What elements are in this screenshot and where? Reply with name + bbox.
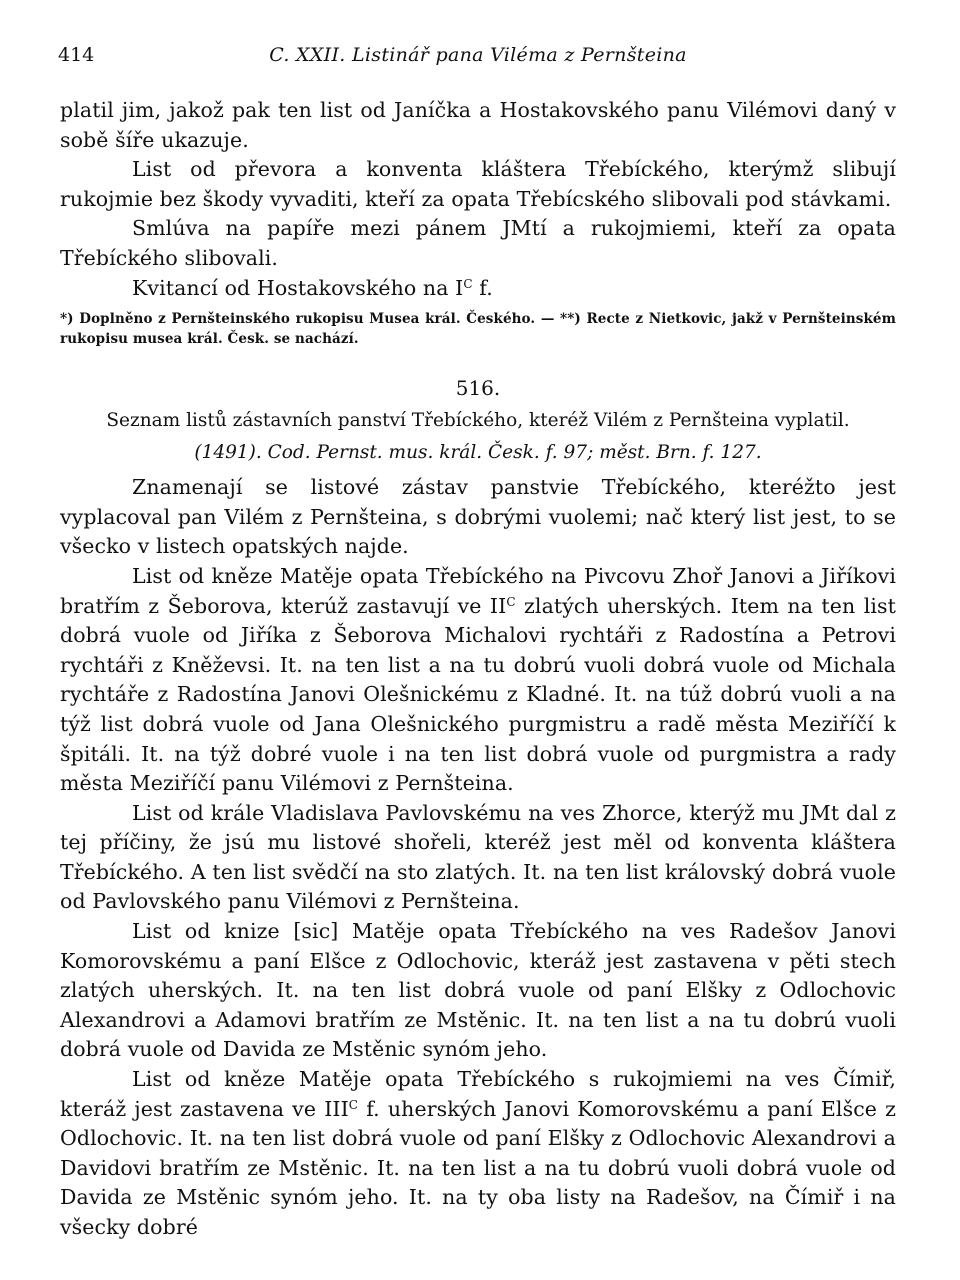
text-run: Kvitancí od Hostakovského na I bbox=[132, 275, 464, 300]
paragraph bbox=[60, 562, 896, 799]
paragraph bbox=[60, 1065, 896, 1243]
page-header bbox=[60, 44, 896, 74]
paragraph bbox=[60, 274, 896, 304]
document-source: (1491). Cod. Pernst. mus. král. Česk. f. 97; měst. Brn. f. 127. bbox=[194, 442, 762, 464]
document-text bbox=[60, 473, 896, 1242]
paragraph: Znamenají se listové zástav panstvie Třebíckého, kteréžto jest vyplacoval pan Vilém z Pernšteina, s dobrými vuolemi; nač který list jest, to se všecko v listech opatských najde. bbox=[60, 475, 896, 559]
document-title: Seznam listů zástavních panství Třebíckého, kteréž Vilém z Pernšteina vyplatil. bbox=[106, 410, 850, 432]
text-run: zlatých uherských. Item na ten list dobrá vuole od Jiříka z Šeborova Michalovi rychtáři z Radostína a Petrovi rychtáři z Kněževsi. It. na ten list a na tu dobrú vuoli dobrá vuole od Michala rychtáře z Radostína Janovi Olešnickému z Kladné. It. na túž dobrú vuoli a na týž list dobrá vuole od Jana Olešnického purgmistru a radě města Meziříčí k špitáli. It. na týž dobré vuole i na ten list dobrá vuole od purgmistra a rady města Meziříčí panu Vilémovi z Pernšteina. bbox=[60, 593, 896, 796]
document-number: 516. bbox=[455, 376, 501, 401]
paragraph: Smlúva na papíře mezi pánem JMtí a rukojmiemi, kteří za opata Třebíckého slibovali. bbox=[60, 216, 896, 270]
paragraph: List od krále Vladislava Pavlovskému na ves Zhorce, kterýž mu JMt dal z tej příčiny, že jsú mu listové shořeli, kteréž jest měl od konventa kláštera Třebíckého. A ten list svědčí na sto zlatých. It. na ten list královský dobrá vuole od Pavlovského panu Vilémovi z Pernšteina. bbox=[60, 800, 896, 914]
paragraph: platil jim, jakož pak ten list od Janíčka a Hostakovského panu Vilémovi daný v sobě šíře ukazuje. bbox=[60, 98, 896, 152]
superscript: C bbox=[348, 1097, 359, 1112]
running-head: C. XXII. Listinář pana Viléma z Pernšteina bbox=[269, 44, 687, 66]
superscript: C bbox=[463, 276, 473, 291]
paragraph: List od převora a konventa kláštera Třebíckého, kterýmž slibují rukojmie bez škody vyvaditi, kteří za opata Třebícského slibovali pod stávkami. bbox=[60, 157, 896, 211]
text-run: f. bbox=[472, 275, 493, 300]
text-run: List od kněze Matěje opata Třebíckého s rukojmiemi na ves Čímiř, kteráž jest zastavena ve III bbox=[60, 1067, 896, 1121]
footnotes: *) Doplněno z Pernšteinského rukopisu Musea král. Českého. — **) Recte z Nietkovic, jakž v Pernšteinském rukopisu musea král. Česk. se nachází. bbox=[60, 311, 896, 348]
document-page bbox=[60, 44, 896, 1243]
paragraph: List od knize [sic] Matěje opata Třebíckého na ves Radešov Janovi Komorovskému a paní Elšce z Odlochovic, kteráž jest zastavena v pěti stech zlatých uherských. It. na ten list dobrá vuole od paní Elšky z Odlochovic Alexandrovi a Adamovi bratřím ze Mstěnic. It. na ten list a na tu dobrú vuoli dobrá vuole od Davida ze Mstěnic synóm jeho. bbox=[60, 919, 896, 1062]
text-run: f. uherských Janovi Komorovskému a paní Elšce z Odlochovic. It. na ten list dobrá vuole od paní Elšky z Odlochovic Alexandrovi a Davidovi bratřím ze Mstěnic. It. na ten list a na tu dobrú vuoli dobrá vuole od Davida ze Mstěnic synóm jeho. It. na ty oba listy na Radešov, na Čímiř i na všecky dobré bbox=[60, 1096, 897, 1239]
superscript: C bbox=[506, 594, 516, 609]
text-run: List od kněze Matěje opata Třebíckého na Pivcovu Zhoř Janovi a Jiříkovi bratřím z Šeborova, kterúž zastavují ve II bbox=[60, 563, 896, 618]
page-number: 414 bbox=[58, 44, 95, 66]
carryover-text bbox=[60, 96, 896, 303]
